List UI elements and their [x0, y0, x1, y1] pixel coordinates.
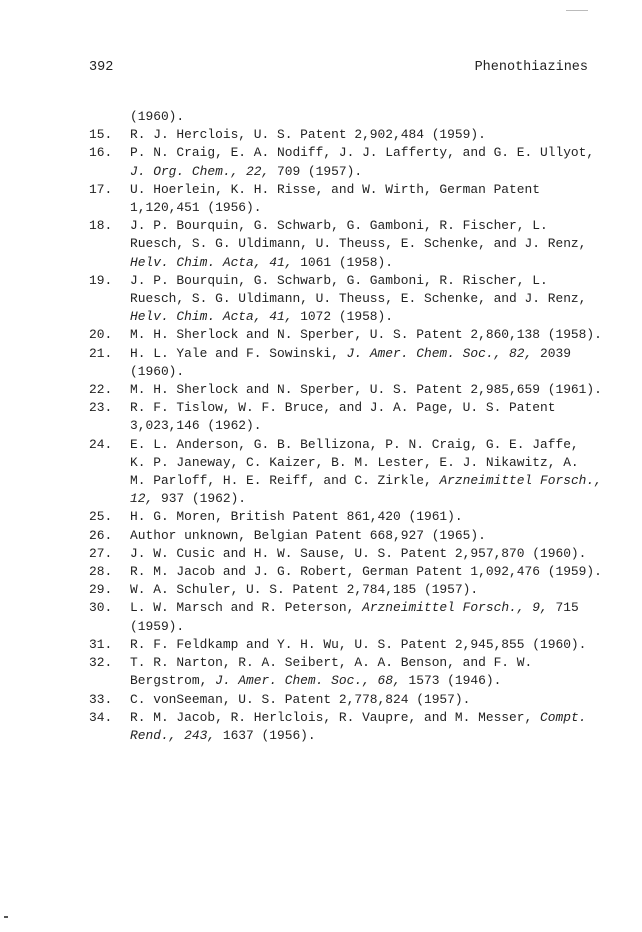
reference-text: [130, 636, 599, 654]
reference-text-segment: E. L. Anderson, G. B. Bellizona, P. N. Craig, G. E. Jaffe,: [130, 436, 579, 452]
reference-line: [130, 636, 599, 654]
reference-entry: [89, 345, 599, 381]
reference-entry: [89, 217, 599, 272]
reference-number: 26.: [89, 527, 113, 543]
reference-entry: [89, 181, 599, 217]
reference-line: [130, 290, 599, 308]
corner-scan-mark: [566, 10, 588, 11]
reference-text: [130, 527, 599, 545]
reference-entry: [89, 436, 602, 509]
reference-line: [130, 399, 599, 417]
reference-line: [130, 581, 599, 599]
reference-number: 32.: [89, 655, 113, 671]
reference-text-segment: Ruesch, S. G. Uldimann, U. Theuss, E. Schenke, and J. Renz,: [130, 236, 587, 252]
reference-entry: [89, 709, 599, 745]
reference-number: 19.: [89, 272, 113, 288]
reference-text-segment: H. L. Yale and F. Sowinski,: [130, 345, 347, 361]
reference-line: [130, 599, 599, 617]
reference-text-segment: R. J. Herclois, U. S. Patent 2,902,484 (1959).: [130, 127, 486, 143]
reference-text: [130, 709, 599, 745]
reference-line: [130, 126, 599, 144]
reference-text: [130, 144, 599, 180]
reference-entry: [89, 399, 599, 435]
reference-line: [130, 727, 599, 745]
reference-number: 21.: [89, 345, 113, 361]
reference-number: 27.: [89, 545, 113, 561]
reference-line: [130, 527, 599, 545]
reference-line: [130, 144, 599, 162]
reference-number: 18.: [89, 218, 113, 234]
journal-title-italic: Compt.: [540, 709, 587, 725]
journal-title-italic: J. Org. Chem., 22,: [130, 163, 270, 179]
journal-title-italic: J. Amer. Chem. Soc., 82,: [346, 345, 533, 361]
reference-text: [130, 217, 599, 272]
journal-title-italic: J. Amer. Chem. Soc., 68,: [215, 673, 401, 689]
reference-text-segment: R. M. Jacob, R. Herlclois, R. Vaupre, and M. Messer,: [130, 709, 540, 725]
reference-text-segment: M. H. Sherlock and N. Sperber, U. S. Patent 2,985,659 (1961).: [130, 382, 602, 398]
reference-text-segment: J. P. Bourquin, G. Schwarb, G. Gamboni, R. Rischer, L.: [130, 272, 548, 288]
reference-number: 17.: [89, 181, 113, 197]
reference-text-segment: M. Parloff, H. E. Reiff, and C. Zirkle,: [130, 473, 440, 489]
running-head: Phenothiazines: [474, 60, 588, 75]
reference-line: [130, 381, 602, 399]
reference-text-segment: (1959).: [130, 618, 185, 634]
reference-line: [130, 345, 599, 363]
reference-line: [130, 508, 599, 526]
reference-number: 29.: [89, 582, 113, 598]
reference-line: [130, 672, 599, 690]
reference-entry: [89, 272, 599, 327]
reference-text-segment: 1,120,451 (1956).: [130, 200, 262, 216]
reference-text: [130, 654, 599, 690]
reference-text-segment: 1061 (1958).: [292, 254, 394, 270]
scan-speck: [4, 916, 8, 918]
reference-text: [130, 599, 599, 635]
reference-line: [130, 618, 599, 636]
reference-text-segment: T. R. Narton, R. A. Seibert, A. A. Benson, and F. W.: [130, 655, 533, 671]
reference-text: [130, 508, 599, 526]
reference-text: [130, 108, 599, 126]
reference-list: [89, 108, 602, 745]
reference-text-segment: 2039: [532, 345, 571, 361]
reference-text-segment: J. W. Cusic and H. W. Sause, U. S. Patent 2,957,870 (1960).: [130, 545, 587, 561]
reference-number: 16.: [89, 145, 113, 161]
reference-entry: [89, 599, 599, 635]
reference-text-segment: 3,023,146 (1962).: [130, 418, 262, 434]
reference-entry: [89, 108, 599, 126]
reference-text: [130, 181, 599, 217]
reference-number: 34.: [89, 709, 113, 725]
reference-line: [130, 363, 599, 381]
reference-text-segment: 1637 (1956).: [215, 727, 316, 743]
journal-title-italic: Rend., 243,: [130, 727, 216, 743]
reference-line: [130, 254, 599, 272]
reference-text: [130, 345, 599, 381]
reference-line: [130, 199, 599, 217]
reference-text: [130, 126, 599, 144]
reference-line: [130, 308, 599, 326]
reference-entry: [89, 527, 599, 545]
reference-text-segment: Ruesch, S. G. Uldimann, U. Theuss, E. Schenke, and J. Renz,: [130, 291, 587, 307]
reference-line: [130, 417, 599, 435]
reference-number: 23.: [89, 400, 113, 416]
reference-line: [130, 181, 599, 199]
reference-line: [130, 490, 602, 508]
reference-text-segment: W. A. Schuler, U. S. Patent 2,784,185 (1957).: [130, 582, 479, 598]
reference-text-segment: L. W. Marsch and R. Peterson,: [130, 600, 363, 616]
reference-number: 31.: [89, 636, 113, 652]
reference-number: 24.: [89, 436, 113, 452]
reference-entry: [89, 508, 599, 526]
reference-line: [130, 454, 602, 472]
reference-line: [130, 472, 602, 490]
reference-text-segment: M. H. Sherlock and N. Sperber, U. S. Patent 2,860,138 (1958).: [130, 327, 602, 343]
reference-line: [130, 436, 602, 454]
reference-line: [130, 709, 599, 727]
reference-line: [130, 272, 599, 290]
reference-text-segment: 937 (1962).: [153, 491, 247, 507]
reference-text-segment: P. N. Craig, E. A. Nodiff, J. J. Lafferty, and G. E. Ullyot,: [130, 145, 595, 161]
reference-entry: [89, 581, 599, 599]
reference-text-segment: 1573 (1946).: [400, 673, 502, 689]
reference-text-segment: Bergstrom,: [130, 673, 216, 689]
reference-text: [130, 545, 599, 563]
reference-entry: [89, 691, 599, 709]
reference-text-segment: J. P. Bourquin, G. Schwarb, G. Gamboni, R. Fischer, L.: [130, 218, 548, 234]
reference-text-segment: R. M. Jacob and J. G. Robert, German Patent 1,092,476 (1959).: [130, 564, 602, 580]
reference-text-segment: Author unknown, Belgian Patent 668,927 (1965).: [130, 527, 486, 543]
reference-text-segment: (1960).: [130, 363, 185, 379]
reference-text: [130, 436, 602, 509]
reference-number: [89, 108, 130, 126]
reference-line: [130, 691, 599, 709]
reference-entry: [89, 636, 599, 654]
reference-entry: [89, 654, 599, 690]
reference-line: [130, 326, 602, 344]
reference-number: 15.: [89, 127, 113, 143]
reference-text-segment: 715: [547, 600, 579, 616]
journal-title-italic: Arzneimittel Forsch.,: [439, 473, 602, 489]
reference-entry: [89, 326, 602, 344]
reference-entry: [89, 381, 602, 399]
reference-line: [130, 563, 602, 581]
page-number: 392: [89, 60, 114, 75]
reference-line: [130, 545, 599, 563]
journal-title-italic: Helv. Chim. Acta, 41,: [130, 309, 293, 325]
reference-text-segment: (1960).: [130, 109, 185, 124]
reference-text-segment: C. vonSeeman, U. S. Patent 2,778,824 (1957).: [130, 691, 471, 707]
reference-text-segment: H. G. Moren, British Patent 861,420 (1961).: [130, 509, 463, 525]
journal-title-italic: Arzneimittel Forsch., 9,: [362, 600, 548, 616]
reference-number: 20.: [89, 327, 113, 343]
reference-text-segment: R. F. Tislow, W. F. Bruce, and J. A. Page, U. S. Patent: [130, 400, 556, 416]
journal-title-italic: Helv. Chim. Acta, 41,: [130, 254, 293, 270]
reference-text-segment: 709 (1957).: [269, 163, 363, 179]
reference-entry: [89, 545, 599, 563]
reference-number: 22.: [89, 382, 113, 398]
reference-number: 33.: [89, 691, 113, 707]
reference-number: 25.: [89, 509, 113, 525]
reference-text: [130, 563, 602, 581]
reference-text: [130, 399, 599, 435]
reference-line: [130, 654, 599, 672]
reference-text: [130, 691, 599, 709]
reference-text-segment: 1072 (1958).: [292, 309, 394, 325]
reference-entry: [89, 126, 599, 144]
reference-entry: [89, 563, 602, 581]
reference-text: [130, 381, 602, 399]
reference-text-segment: U. Hoerlein, K. H. Risse, and W. Wirth, German Patent: [130, 181, 540, 197]
reference-line: [130, 217, 599, 235]
reference-line: [130, 235, 599, 253]
reference-number: 28.: [89, 564, 113, 580]
reference-line: [130, 163, 599, 181]
reference-entry: [89, 144, 599, 180]
reference-number: 30.: [89, 600, 113, 616]
reference-text: [130, 581, 599, 599]
reference-text-segment: R. F. Feldkamp and Y. H. Wu, U. S. Patent 2,945,855 (1960).: [130, 636, 587, 652]
reference-line: [130, 108, 599, 126]
reference-text: [130, 326, 602, 344]
reference-text: [130, 272, 599, 327]
reference-text-segment: K. P. Janeway, C. Kaizer, B. M. Lester, E. J. Nikawitz, A.: [130, 454, 579, 470]
journal-title-italic: 12,: [130, 491, 154, 507]
